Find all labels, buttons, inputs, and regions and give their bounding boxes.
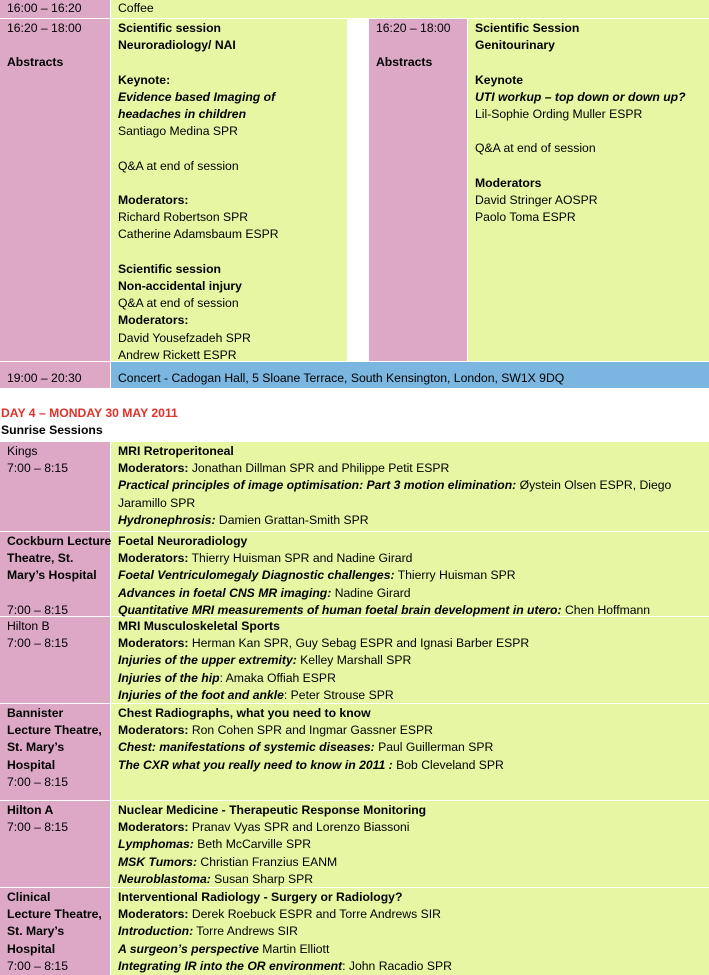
session-time: 7:00 – 8:15 (7, 461, 68, 476)
session-right-time: 16:20 – 18:00 (376, 21, 451, 35)
moderators-label: Moderators: (118, 820, 189, 835)
talk-line (118, 854, 702, 871)
keynote-speaker: Lil-Sophie Ording Muller ESPR (475, 107, 643, 121)
session-time: 7:00 – 8:15 (7, 774, 68, 789)
talk-title: Injuries of the upper extremity: (118, 653, 297, 668)
moderators-label: Moderators: (118, 551, 189, 566)
session-left-title: Scientific session (118, 21, 221, 35)
moderators-names: Ron Cohen SPR and Ingmar Gassner ESPR (188, 723, 433, 738)
talk-speaker: Beth McCarville SPR (193, 837, 312, 852)
talk-speaker: Chen Hoffmann (561, 602, 651, 617)
talk-speaker: Torre Andrews SIR (193, 924, 298, 939)
talk-line (118, 670, 702, 687)
concert-time: 19:00 – 20:30 (7, 371, 82, 385)
talk-line (118, 477, 702, 494)
session-right-subtitle: Genitourinary (475, 38, 555, 53)
moderators-line (118, 819, 702, 836)
session-title: Nuclear Medicine - Therapeutic Response Monitoring (118, 803, 427, 817)
session-location: Hilton A (7, 803, 54, 817)
talk-title: Foetal Ventriculomegaly Diagnostic challenges: (118, 568, 395, 583)
sunrise-location-cell (0, 617, 110, 703)
session-time: 7:00 – 8:15 (7, 958, 68, 973)
talk-title: Integrating IR into the OR environment (118, 958, 343, 973)
sub-session-title: Scientific session (118, 261, 221, 276)
talk-title: MSK Tumors: (118, 854, 197, 869)
session-title: Foetal Neuroradiology (118, 534, 248, 548)
talk-speaker: Damien Grattan-Smith SPR (215, 512, 369, 527)
talk-line (118, 941, 702, 958)
talk-title: Practical principles of image optimisation: Part 3 motion elimination: (118, 478, 517, 493)
day-heading: DAY 4 – MONDAY 30 MAY 2011 (1, 406, 178, 420)
session-left-content (111, 19, 347, 361)
talk-speaker: Nadine Girard (331, 585, 411, 600)
talk-title: Quantitative MRI measurements of human foetal brain development in utero: (118, 602, 562, 617)
talk-line (118, 836, 702, 853)
session-title: MRI Musculoskeletal Sports (118, 619, 280, 633)
talk-speaker: : Peter Strouse SPR (283, 687, 394, 702)
moderator: David Yousefzadeh SPR (118, 330, 251, 345)
qa-note: Q&A at end of session (475, 141, 596, 156)
talk-title: Hydronephrosis: (118, 512, 216, 527)
qa-note: Q&A at end of session (118, 158, 239, 173)
column-gap (347, 19, 369, 361)
talk-speaker: Jaramillo SPR (118, 495, 196, 510)
talk-title: Injuries of the hip (118, 670, 220, 685)
talk-speaker: : Amaka Offiah ESPR (219, 670, 336, 685)
sunrise-session-content (111, 704, 709, 800)
moderators-names: Pranav Vyas SPR and Lorenzo Biassoni (188, 820, 410, 835)
session-time: 7:00 – 8:15 (7, 820, 68, 835)
talk-title: The CXR what you really need to know in 2011 : (118, 757, 393, 772)
sunrise-heading: Sunrise Sessions (1, 423, 103, 438)
moderator: David Stringer AOSPR (475, 192, 598, 207)
moderators-line (118, 460, 702, 477)
session-location: Cockburn Lecture (7, 534, 112, 548)
sunrise-session-content (111, 888, 709, 975)
concert-time-cell (0, 362, 110, 388)
session-title: Chest Radiographs, what you need to know (118, 706, 371, 720)
keynote-speaker: Santiago Medina SPR (118, 124, 238, 139)
coffee-time: 16:00 – 16:20 (7, 1, 82, 15)
talk-line (118, 495, 702, 512)
moderators-names: Derek Roebuck ESPR and Torre Andrews SIR (188, 907, 441, 922)
session-title: MRI Retroperitoneal (118, 444, 234, 458)
session-location: Hilton B (7, 619, 50, 633)
talk-line (118, 923, 702, 940)
sunrise-location-cell (0, 888, 110, 975)
session-location: Kings (7, 444, 38, 458)
moderators-label: Moderators: (118, 907, 189, 922)
keynote-title: UTI workup – top down or down up? (475, 89, 686, 104)
talk-title: Lymphomas: (118, 837, 194, 852)
session-time: 7:00 – 8:15 (7, 636, 68, 651)
talk-line (118, 652, 702, 669)
talk-title: Introduction: (118, 924, 194, 939)
sunrise-session-content (111, 801, 709, 887)
talk-title: Chest: manifestations of systemic diseases: (118, 740, 375, 755)
moderators-line (118, 722, 702, 739)
talk-speaker: Bob Cleveland SPR (392, 757, 504, 772)
moderator: Paolo Toma ESPR (475, 210, 576, 225)
moderators-label: Moderators: (118, 636, 189, 651)
sunrise-session-content (111, 532, 709, 616)
moderators-label: Moderators: (118, 723, 189, 738)
session-right-type: Abstracts (376, 55, 433, 70)
session-location: St. Mary’s (7, 924, 65, 939)
moderators-line (118, 550, 702, 567)
session-location: Hospital (7, 757, 56, 772)
session-location: Lecture Theatre, (7, 907, 102, 922)
moderators-line (118, 635, 702, 652)
coffee-label: Coffee (118, 1, 154, 15)
moderators-label: Moderators: (118, 313, 189, 328)
moderators-label: Moderators: (118, 192, 189, 207)
talk-title: A surgeon’s perspective (118, 941, 259, 956)
talk-line (118, 757, 702, 774)
moderator: Catherine Adamsbaum ESPR (118, 227, 279, 242)
coffee-label-cell (111, 0, 709, 18)
keynote-title-cont: headaches in children (118, 107, 247, 121)
session-time: 7:00 – 8:15 (7, 602, 68, 617)
session-location: St. Mary’s (7, 740, 65, 755)
keynote-label: Keynote: (118, 72, 171, 87)
talk-line (118, 585, 702, 602)
session-location: Theatre, St. (7, 551, 74, 566)
talk-speaker: Susan Sharp SPR (210, 871, 314, 886)
moderators-names: Jonathan Dillman SPR and Philippe Petit ESPR (188, 461, 450, 476)
sunrise-location-cell (0, 704, 110, 800)
session-right-title: Scientific Session (475, 21, 580, 35)
keynote-title: Evidence based Imaging of (118, 89, 276, 104)
talk-speaker: Christian Franzius EANM (197, 854, 338, 869)
talk-speaker: Martin Elliott (258, 941, 330, 956)
talk-speaker: Kelley Marshall SPR (296, 653, 412, 668)
sunrise-location-cell (0, 532, 110, 616)
talk-line (118, 958, 702, 975)
moderators-label: Moderators: (118, 461, 189, 476)
talk-line (118, 512, 702, 529)
session-left-time-cell (0, 19, 110, 361)
talk-line (118, 871, 702, 888)
keynote-label: Keynote (475, 72, 524, 87)
talk-title: Neuroblastoma: (118, 871, 211, 886)
moderators-label: Moderators (475, 175, 542, 190)
moderators-line (118, 906, 702, 923)
session-left-type: Abstracts (7, 55, 64, 70)
talk-line (118, 739, 702, 756)
session-location: Mary’s Hospital (7, 568, 97, 583)
talk-speaker: Thierry Huisman SPR (394, 568, 516, 583)
talk-line (118, 687, 702, 704)
session-location (7, 585, 103, 602)
talk-title: Injuries of the foot and ankle (118, 687, 284, 702)
sunrise-session-content (111, 442, 709, 531)
talk-speaker: Øystein Olsen ESPR, Diego (516, 478, 672, 493)
session-left-time: 16:20 – 18:00 (7, 21, 82, 35)
session-right-time-cell (369, 19, 467, 361)
moderator: Richard Robertson SPR (118, 210, 249, 225)
session-right-content (468, 19, 709, 361)
session-location: Bannister (7, 706, 64, 720)
qa-note: Q&A at end of session (118, 296, 239, 311)
moderators-names: Thierry Huisman SPR and Nadine Girard (188, 551, 413, 566)
concert-label-cell (111, 362, 709, 388)
sunrise-session-content (111, 617, 709, 703)
talk-speaker: : John Racadio SPR (342, 958, 452, 973)
sunrise-location-cell (0, 801, 110, 887)
talk-line (118, 567, 702, 584)
sunrise-location-cell (0, 442, 110, 531)
session-location: Lecture Theatre, (7, 723, 102, 738)
session-left-subtitle: Neuroradiology/ NAI (118, 38, 236, 53)
talk-title: Advances in foetal CNS MR imaging: (118, 585, 332, 600)
session-location: Clinical (7, 890, 51, 904)
day-heading-block (0, 405, 709, 439)
sub-session-subtitle: Non-accidental injury (118, 278, 242, 293)
session-title: Interventional Radiology - Surgery or Radiology? (118, 890, 403, 904)
session-location: Hospital (7, 941, 56, 956)
moderator: Andrew Rickett ESPR (118, 347, 237, 362)
coffee-time-cell (0, 0, 110, 18)
talk-speaker: Paul Guillerman SPR (374, 740, 494, 755)
concert-label: Concert - Cadogan Hall, 5 Sloane Terrace, South Kensington, London, SW1X 9DQ (118, 371, 565, 385)
moderators-names: Herman Kan SPR, Guy Sebag ESPR and Ignasi Barber ESPR (188, 636, 530, 651)
